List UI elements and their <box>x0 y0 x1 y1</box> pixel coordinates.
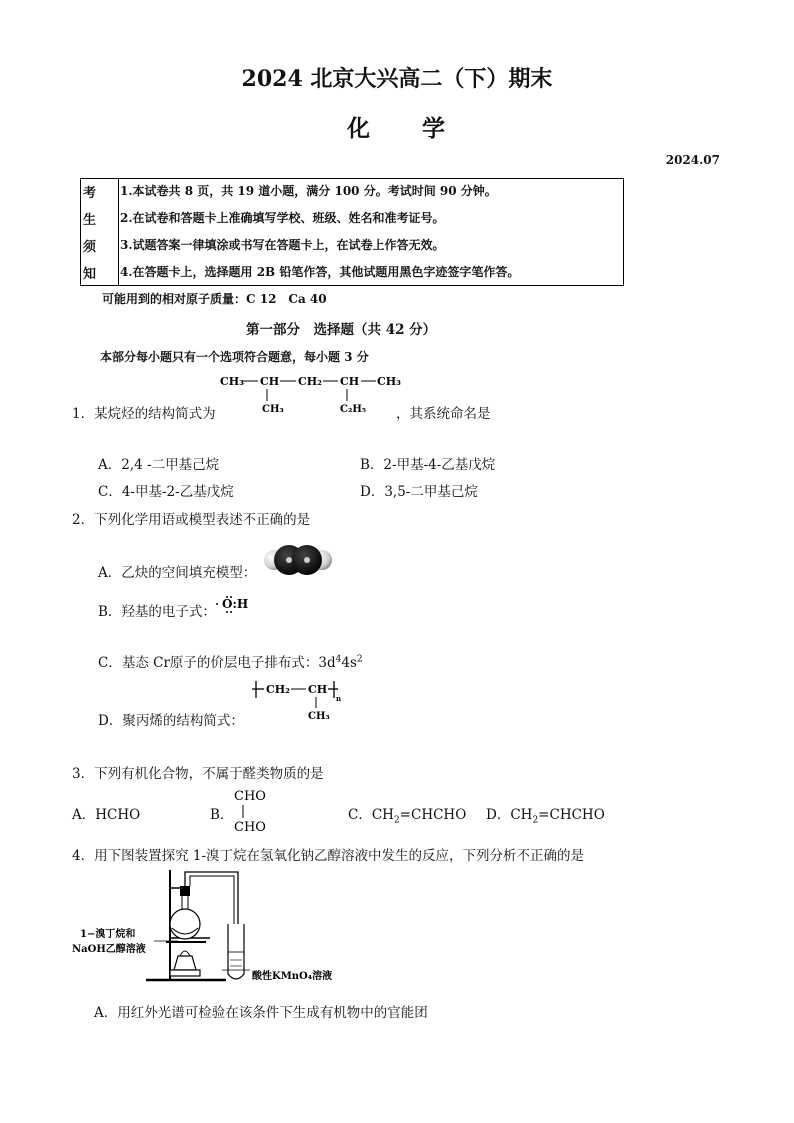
q4-figure-label-kmno4: 酸性KMnO₄溶液 <box>252 971 333 982</box>
oxalaldehyde-bottom: CHO <box>234 820 266 835</box>
q4-figure-label-reagent: 1−溴丁烷和 <box>80 929 136 940</box>
q1-formula-group: CH₃ <box>220 375 244 388</box>
q3-option-b: B． <box>210 807 234 823</box>
q2-option-c <box>98 651 363 671</box>
q2-option-c-sup: 2 <box>356 654 363 665</box>
exam-date: 2024.07 <box>665 153 720 167</box>
notice-rule: 3.试题答案一律填涂或书写在答题卡上，在试卷上作答无效。 <box>120 238 445 252</box>
polypropylene-n: n <box>336 694 342 703</box>
notice-label-char: 生 <box>83 213 97 228</box>
q3-option-c-sub: 2 <box>393 815 400 826</box>
q4-option-a: A．用红外光谱可检验在该条件下生成有机物中的官能团 <box>94 1005 428 1021</box>
polypropylene-group: CH₂ <box>266 683 290 696</box>
q4-stem: 4．用下图装置探究 1-溴丁烷在氢氧化钠乙醇溶液中发生的反应，下列分析不正确的是 <box>72 848 585 864</box>
section-title: 第一部分 选择题（共 42 分） <box>246 322 437 338</box>
q3-option-c <box>348 803 466 826</box>
q3-stem: 3．下列有机化合物，不属于醛类物质的是 <box>72 766 324 782</box>
notice-label-char: 须 <box>83 240 97 255</box>
hydroxyl-electron-formula <box>214 594 254 616</box>
oxalaldehyde-formula <box>232 786 282 836</box>
q1-stem-suffix: ，其系统命名是 <box>396 406 491 422</box>
notice-label-char: 考 <box>83 186 97 201</box>
q3-option-d-prefix: D．CH <box>486 807 533 823</box>
q2-option-a: A．乙炔的空间填充模型： <box>98 565 257 581</box>
q3-option-d-sub: 2 <box>532 815 539 826</box>
subject-title: 化 学 <box>347 115 447 142</box>
hydroxyl-formula-text: O:H <box>222 597 249 611</box>
q2-option-c-sup: 4 <box>335 654 342 665</box>
q1-option-c: C．4-甲基-2-乙基戊烷 <box>98 484 234 500</box>
q1-option-d: D．3,5-二甲基己烷 <box>360 484 478 500</box>
q3-option-d <box>486 803 605 826</box>
notice-box <box>80 178 624 286</box>
q1-formula-branch: CH₃ <box>262 404 284 415</box>
acetylene-space-filling-model <box>262 540 334 580</box>
notice-rule: 2.在试卷和答题卡上准确填写学校、班级、姓名和准考证号。 <box>120 211 445 225</box>
q4-apparatus-figure <box>66 866 366 994</box>
q4-figure-label-solution: NaOH乙醇溶液 <box>72 944 146 955</box>
q1-formula-group: CH₂ <box>298 375 322 388</box>
q1-option-a: A．2,4 -二甲基己烷 <box>98 457 220 473</box>
atomic-mass-note: 可能用到的相对原子质量：C 12 Ca 40 <box>102 292 327 306</box>
q1-formula-branch: C₂H₅ <box>340 404 367 415</box>
notice-rule: 1.本试卷共 8 页，共 19 道小题，满分 100 分。考试时间 90 分钟。 <box>120 184 497 198</box>
polypropylene-structural-formula <box>250 676 350 726</box>
q1-option-b: B．2-甲基-4-乙基戊烷 <box>360 457 496 473</box>
q1-formula-group: CH₃ <box>377 375 401 388</box>
q1-formula-group: CH <box>260 375 280 388</box>
notice-rule: 4.在答题卡上，选择题用 2B 铅笔作答，其他试题用黑色字迹签字笔作答。 <box>120 265 520 279</box>
q1-stem-prefix: 1．某烷烃的结构简式为 <box>72 406 216 422</box>
notice-label-char: 知 <box>83 267 97 282</box>
q2-option-c-prefix: C．基态 Cr原子的价层电子排布式：3d <box>98 655 336 671</box>
q3-option-d-suffix: =CHCHO <box>538 807 605 823</box>
q1-formula-group: CH <box>340 375 360 388</box>
polypropylene-branch: CH₃ <box>308 711 330 722</box>
q3-option-c-suffix: =CHCHO <box>399 807 467 823</box>
oxalaldehyde-top: CHO <box>234 789 266 804</box>
polypropylene-group: CH <box>308 683 328 696</box>
q1-structural-formula <box>214 368 414 418</box>
section-instruction: 本部分每小题只有一个选项符合题意，每小题 3 分 <box>100 350 369 364</box>
q2-option-d: D．聚丙烯的结构简式： <box>98 713 244 729</box>
q2-option-b: B．羟基的电子式： <box>98 604 216 620</box>
notice-label-column <box>81 179 119 285</box>
q3-option-a: A．HCHO <box>72 807 141 823</box>
q3-option-c-prefix: C．CH <box>348 807 394 823</box>
exam-title: 2024 北京大兴高二（下）期末 <box>241 66 553 92</box>
q2-stem: 2．下列化学用语或模型表述不正确的是 <box>72 512 311 528</box>
q2-option-c-mid: 4s <box>341 655 357 671</box>
